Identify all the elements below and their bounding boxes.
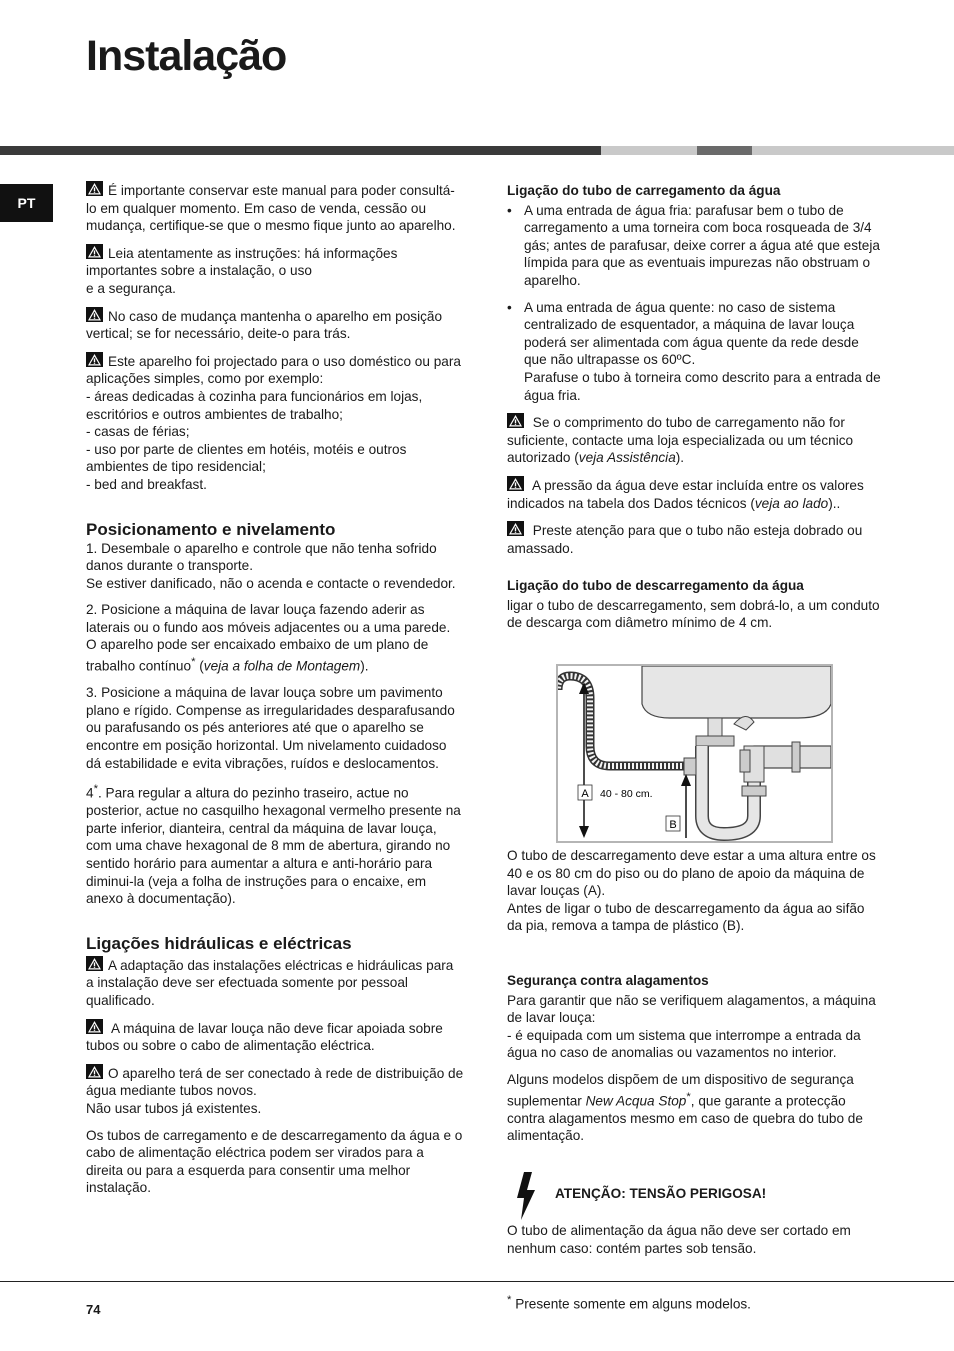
warning-icon	[86, 1064, 103, 1079]
pos-step-1: 1. Desembale o aparelho e controle que não tenha sofrido danos durante o transporte.	[86, 540, 437, 574]
hyd-para-3b: Não usar tubos já existentes.	[86, 1101, 262, 1116]
warning-icon	[86, 352, 103, 367]
footnote: * Presente somente em alguns modelos.	[507, 1294, 751, 1312]
drain-height-text: O tubo de descarregamento deve estar a uma altura entre os 40 e os 80 cm do piso ou do plano de apoio da máquina de lavar louças (A).	[507, 848, 876, 899]
pos-step-4: 4*. Para regular a altura do pezinho traseiro, actue no posterior, actue no casquilho hexagonal vermelho presente na parte inferior, dianteira, central da máquina de lavar louça, com uma chave hexagonal de 8 mm de abertura, girando no sentido horário para aumentar a altura e anti-horário para diminui-la (veja a folha de instruções para o encaixe, em anexo à documentação).	[86, 783, 461, 907]
pos-step-2: 2. Posicione a máquina de lavar louça fazendo aderir as laterais ou o fundo aos móveis adjacentes ou a uma parede. O aparelho pode ser encaixado embaixo de um plano de trabalho contínuo* (veja a folha de Montagem).	[86, 602, 451, 674]
intro-para-2b: e a segurança.	[86, 280, 176, 296]
hyd-para-4: Os tubos de carregamento e de descarregamento da água e o cabo de alimentação eléctrica podem ser virados para a direita ou para a esquerda para consentir uma melhor instalação.	[86, 1127, 463, 1196]
remove-cap-text: Antes de ligar o tubo de descarregamento da água ao sifão da pia, remova a tampa de plástico (B).	[507, 900, 865, 934]
danger-text: O tubo de alimentação da água não deve ser cortado em nenhum caso: contém partes sob tensão.	[507, 1223, 851, 1256]
danger-heading: ATENÇÃO: TENSÃO PERIGOSA!	[555, 1186, 767, 1201]
section-heading-positioning: Posicionamento e nivelamento	[86, 519, 336, 539]
subheading-drain-hose: Ligação do tubo de descarregamento da água	[507, 578, 804, 594]
warning-icon	[507, 521, 524, 536]
intro-para-3: No caso de mudança mantenha o aparelho em posição vertical; se for necessário, deite-o para trás.	[86, 308, 443, 342]
right-column-lower	[507, 847, 883, 1154]
list-line: - uso por parte de clientes em hotéis, motéis e outros ambientes de tipo residencial;	[86, 441, 407, 475]
hyd-para-3: O aparelho terá de ser conectado à rede de distribuição de água mediante tubos novos.	[86, 1065, 464, 1099]
safety-para-2: - é equipada com um sistema que interrompe a entrada da água no caso de anomalias ou vazamentos no interior.	[507, 1027, 861, 1061]
section-heading-connections: Ligações hidráulicas e eléctricas	[86, 933, 352, 953]
load-warn-1: Se o comprimento do tubo de carregamento não for suficiente, contacte uma loja especializada ou um técnico autorizado (veja Assistência).	[507, 415, 854, 466]
bullet-cold-water: • A uma entrada de água fria: parafusar bem o tubo de carregamento a uma torneira com boca rosqueada de 3/4 gás; antes de parafusar, deixe correr a água até que esteja límpida para que as eventuais impurezas não obstruam o aparelho.	[507, 202, 883, 290]
page-number: 74	[86, 1302, 101, 1317]
warning-icon	[86, 181, 103, 196]
label-a: A	[581, 788, 589, 800]
safety-para-1: Para garantir que não se verifiquem alagamentos, a máquina de lavar louça:	[507, 992, 876, 1026]
pos-step-3: 3. Posicione a máquina de lavar louça sobre um pavimento plano e rígido. Compense as irregularidades desparafusando ou parafusando os pés anteriores até que o aparelho se encontre em posição horizontal. Um nivelamento cuidadoso dá estabilidade e evita vibrações, ruídos e deslocamentos.	[86, 685, 455, 771]
high-voltage-icon	[515, 1172, 539, 1220]
intro-para-4: Este aparelho foi projectado para o uso doméstico ou para aplicações simples, como por exemplo:	[86, 353, 461, 387]
drain-height-diagram	[556, 664, 833, 843]
intro-para-1: É importante conservar este manual para poder consultá-lo em qualquer momento. Em caso de venda, cessão ou mudança, certifique-se que o mesmo fique junto ao aparelho.	[86, 183, 456, 234]
list-line: - bed and breakfast.	[86, 476, 207, 492]
list-line: - casas de férias;	[86, 424, 190, 440]
language-tab: PT	[0, 184, 53, 222]
hot-water-note: Parafuse o tubo à torneira como descrito para a entrada de água fria.	[524, 369, 881, 403]
safety-para-3: Alguns modelos dispõem de um dispositivo de segurança suplementar New Acqua Stop*, que garante a protecção contra alagamentos mesmo em caso de quebra do tubo de alimentação.	[507, 1071, 863, 1144]
label-b: B	[669, 819, 677, 831]
hyd-para-1: A adaptação das instalações eléctricas e hidráulicas para a instalação deve ser efectuada somente por pessoal qualificado.	[86, 957, 454, 1009]
warning-icon	[86, 956, 103, 971]
header-band-light-2	[752, 146, 954, 155]
label-height-range: 40 - 80 cm.	[600, 788, 653, 800]
load-warn-3: Preste atenção para que o tubo não esteja dobrado ou amassado.	[507, 523, 863, 556]
page-title: Instalação	[86, 32, 287, 80]
header-band-mid	[697, 146, 752, 155]
subheading-flood-safety: Segurança contra alagamentos	[507, 972, 709, 988]
warning-icon	[507, 476, 524, 491]
footer-rule	[0, 1281, 954, 1282]
hyd-para-2: A máquina de lavar louça não deve ficar apoiada sobre tubos ou sobre o cabo de alimentação eléctrica.	[86, 1020, 443, 1054]
header-band-light-1	[601, 146, 697, 155]
warning-icon	[86, 307, 103, 322]
drain-text: ligar o tubo de descarregamento, sem dobrá-lo, a um conduto de descarga com diâmetro mínimo de 4 cm.	[507, 597, 880, 631]
intro-para-2: Leia atentamente as instruções: há informações importantes sobre a instalação, o uso	[86, 245, 398, 279]
list-line: - áreas dedicadas à cozinha para funcionários em lojas, escritórios e outros ambientes de trabalho;	[86, 388, 423, 422]
bullet-hot-water: • A uma entrada de água quente: no caso de sistema centralizado de esquentador, a máquina de lavar louça poderá ser alimentada com água quente da rede desde que não ultrapasse os 60ºC.	[507, 299, 883, 369]
pos-step-1b: Se estiver danificado, não o acenda e contacte o revendedor.	[86, 575, 456, 591]
subheading-load-hose: Ligação do tubo de carregamento da água	[507, 183, 781, 198]
right-column	[507, 182, 883, 641]
load-warn-2: A pressão da água deve estar incluída entre os valores indicados na tabela dos Dados técnicos (veja ao lado)..	[507, 477, 864, 511]
warning-icon	[507, 413, 524, 428]
warning-icon	[86, 1019, 103, 1034]
drain-diagram-svg	[558, 666, 831, 841]
header-band-dark	[0, 146, 601, 155]
left-column	[86, 181, 464, 1206]
warning-icon	[86, 244, 103, 259]
